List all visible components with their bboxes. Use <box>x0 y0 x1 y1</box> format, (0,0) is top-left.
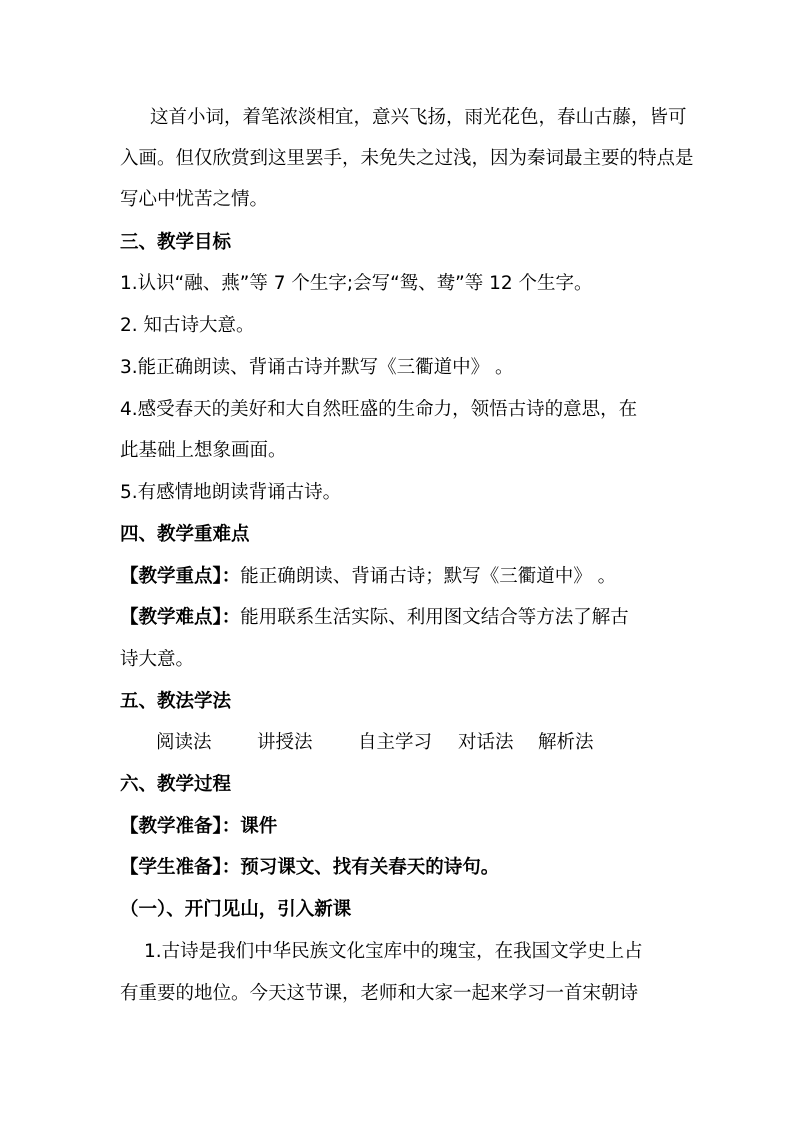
intro-line-3: 写心中忧苦之情。 <box>120 189 269 210</box>
teacher-prep-line <box>120 815 277 839</box>
objective-item-4: 4.感受春天的美好和大自然旺盛的生命力，领悟古诗的意思，在 <box>120 399 638 420</box>
student-prep-label: 【学生准备】： <box>120 857 241 878</box>
paragraph-line-1: 1.古诗是我们中华民族文化宝库中的瑰宝，在我国文学史上占 <box>144 941 643 962</box>
difficult-point-label: 【教学难点】： <box>120 607 241 628</box>
section-5-heading: 五、教法学法 <box>120 691 232 712</box>
student-prep-line <box>120 856 499 880</box>
student-prep-text: 预习课文、找有关春天的诗句。 <box>240 857 500 878</box>
method-item: 解析法 <box>538 732 594 753</box>
method-item: 自主学习 <box>358 732 433 753</box>
intro-line-2: 入画。但仅欣赏到这里罢手，未免失之过浅，因为秦词最主要的特点是 <box>120 148 694 169</box>
method-item: 阅读法 <box>156 732 212 753</box>
objective-item-1: 1.认识“融、燕”等 7 个生字;会写“鸳、鸯”等 12 个生字。 <box>120 273 593 294</box>
objective-item-2: 2. 知古诗大意。 <box>120 315 255 336</box>
intro-line-1: 这首小词，着笔浓淡相宜，意兴飞扬，雨光花色，春山古藤，皆可 <box>150 107 687 128</box>
key-point-line <box>120 565 616 589</box>
paragraph-line-2: 有重要的地位。今天这节课，老师和大家一起来学习一首宋朝诗 <box>120 983 639 1004</box>
objective-item-4-cont: 此基础上想象画面。 <box>120 440 287 461</box>
difficult-point-line <box>120 606 629 630</box>
difficult-point-text-cont: 诗大意。 <box>120 649 195 670</box>
objective-item-5: 5.有感情地朗读背诵古诗。 <box>120 482 342 503</box>
section-6-heading: 六、教学过程 <box>120 774 232 795</box>
objective-item-3: 3.能正确朗读、背诵古诗并默写《三衢道中》 。 <box>120 357 514 378</box>
teacher-prep-text: 课件 <box>240 816 278 837</box>
teacher-prep-label: 【教学准备】： <box>120 816 241 837</box>
key-point-text: 能正确朗读、背诵古诗；默写《三衢道中》 。 <box>240 566 617 587</box>
subsection-heading: （一）、开门见山，引入新课 <box>120 899 352 920</box>
key-point-label: 【教学重点】： <box>120 566 241 587</box>
difficult-point-text: 能用联系生活实际、利用图文结合等方法了解古 <box>240 607 629 628</box>
section-3-heading: 三、教学目标 <box>120 232 232 253</box>
method-item: 对话法 <box>458 732 514 753</box>
method-item: 讲授法 <box>257 732 313 753</box>
section-4-heading: 四、教学重难点 <box>120 524 250 545</box>
